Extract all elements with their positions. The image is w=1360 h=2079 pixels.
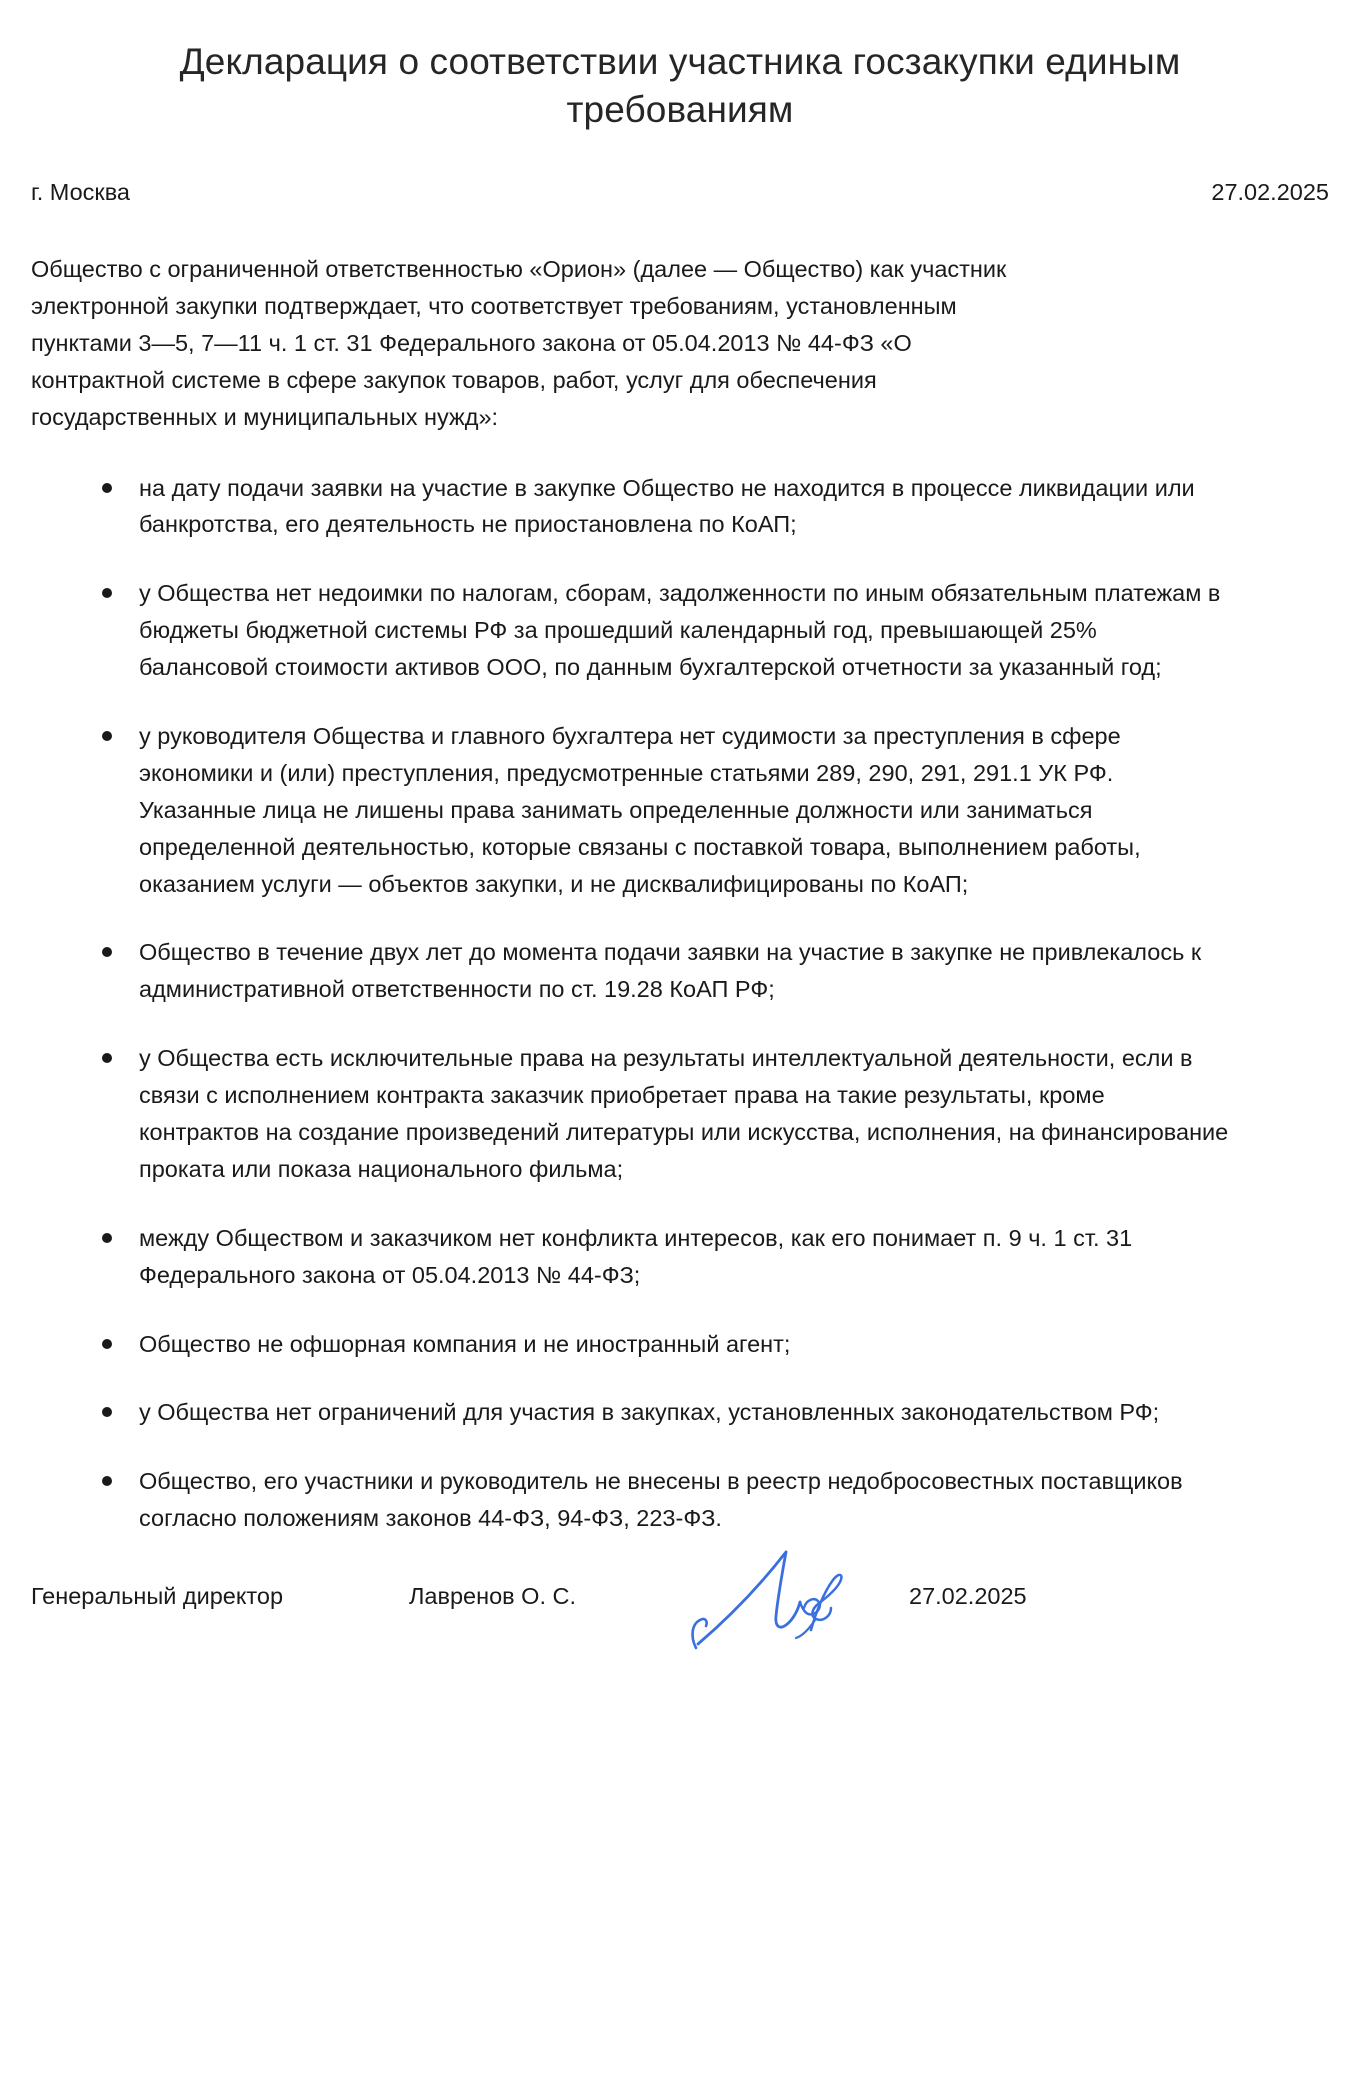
handwritten-signature-icon — [674, 1532, 864, 1672]
list-item-text: у Общества нет ограничений для участия в закупках, установленных законодательством РФ; — [139, 1399, 1160, 1426]
list-item — [31, 575, 1231, 686]
signature-date: 27.02.2025 — [909, 1583, 1027, 1610]
signatory-position: Генеральный директор — [31, 1583, 284, 1610]
list-item — [31, 934, 1231, 1008]
bullet-icon — [102, 1326, 113, 1363]
bullet-icon — [102, 470, 113, 544]
document-date: 27.02.2025 — [1211, 179, 1329, 206]
list-item — [31, 1326, 1231, 1363]
list-item-text: у Общества нет недоимки по налогам, сборам, задолженности по иным обязательным платежам в бюджеты бюджетной системы РФ за прошедший календарный год, превышающей 25% балансовой стоимости активов ООО, по данным бухгалтерской отчетности за указанный год; — [139, 580, 1221, 681]
page-title: Декларация о соответствии участника госзакупки единым требованиям — [179, 41, 1181, 131]
list-item — [31, 718, 1231, 902]
list-item-text: Общество в течение двух лет до момента подачи заявки на участие в закупке не привлекалось к административной ответственности по ст. 19.28 КоАП РФ; — [139, 939, 1202, 1003]
bullet-icon — [102, 1040, 113, 1188]
city-label: г. Москва — [31, 179, 130, 206]
list-item — [31, 1040, 1231, 1188]
list-item — [31, 1394, 1231, 1431]
list-item-text: Общество, его участники и руководитель не внесены в реестр недобросовестных поставщиков согласно положениям законов 44-ФЗ, 94-ФЗ, 223-ФЗ. — [139, 1468, 1183, 1532]
list-item — [31, 1220, 1231, 1294]
bullet-icon — [102, 718, 113, 902]
list-item — [31, 1463, 1231, 1537]
requirements-list — [31, 470, 1329, 1538]
bullet-icon — [102, 1220, 113, 1294]
list-item — [31, 470, 1231, 544]
document-meta-row — [31, 176, 1329, 209]
list-item-text: у Общества есть исключительные права на результаты интеллектуальной деятельности, если в связи с исполнением контракта заказчик приобретает права на такие результаты, кроме контрактов на создание произведений литературы или искусства, исполнения, на финансирование проката или показа национального фильма; — [139, 1045, 1229, 1182]
list-item-text: у руководителя Общества и главного бухгалтера нет судимости за преступления в сфере экономики и (или) преступления, предусмотренные статьями 289, 290, 291, 291.1 УК РФ. Указанные лица не лишены права занимать определенные должности или заниматься определенной деятельностью, которые связаны с поставкой товара, выполнением работы, оказанием услуги — объектов закупки, и не дисквалифицированы по КоАП; — [139, 722, 1141, 897]
intro-paragraph: Общество с ограниченной ответственностью «Орион» (далее — Общество) как участник электронной закупки подтверждает, что соответствует требованиям, установленным пунктами 3—5, 7—11 ч. 1 ст. 31 Федерального закона от 05.04.2013 № 44-ФЗ «О контрактной системе в сфере закупок товаров, работ, услуг для обеспечения государственных и муниципальных нужд»: — [31, 256, 1007, 430]
bullet-icon — [102, 575, 113, 686]
bullet-icon — [102, 934, 113, 1008]
list-item-text: на дату подачи заявки на участие в закупке Общество не находится в процессе ликвидации или банкротства, его деятельность не приостановлена по КоАП; — [139, 474, 1195, 538]
bullet-icon — [102, 1394, 113, 1431]
list-item-text: Общество не офшорная компания и не иностранный агент; — [139, 1330, 791, 1357]
signature-block — [31, 1583, 1329, 1650]
signatory-name: Лавренов О. С. — [409, 1583, 577, 1610]
bullet-icon — [102, 1463, 113, 1537]
list-item-text: между Обществом и заказчиком нет конфликта интересов, как его понимает п. 9 ч. 1 ст. 31 Федерального закона от 05.04.2013 № 44-ФЗ; — [139, 1224, 1133, 1288]
